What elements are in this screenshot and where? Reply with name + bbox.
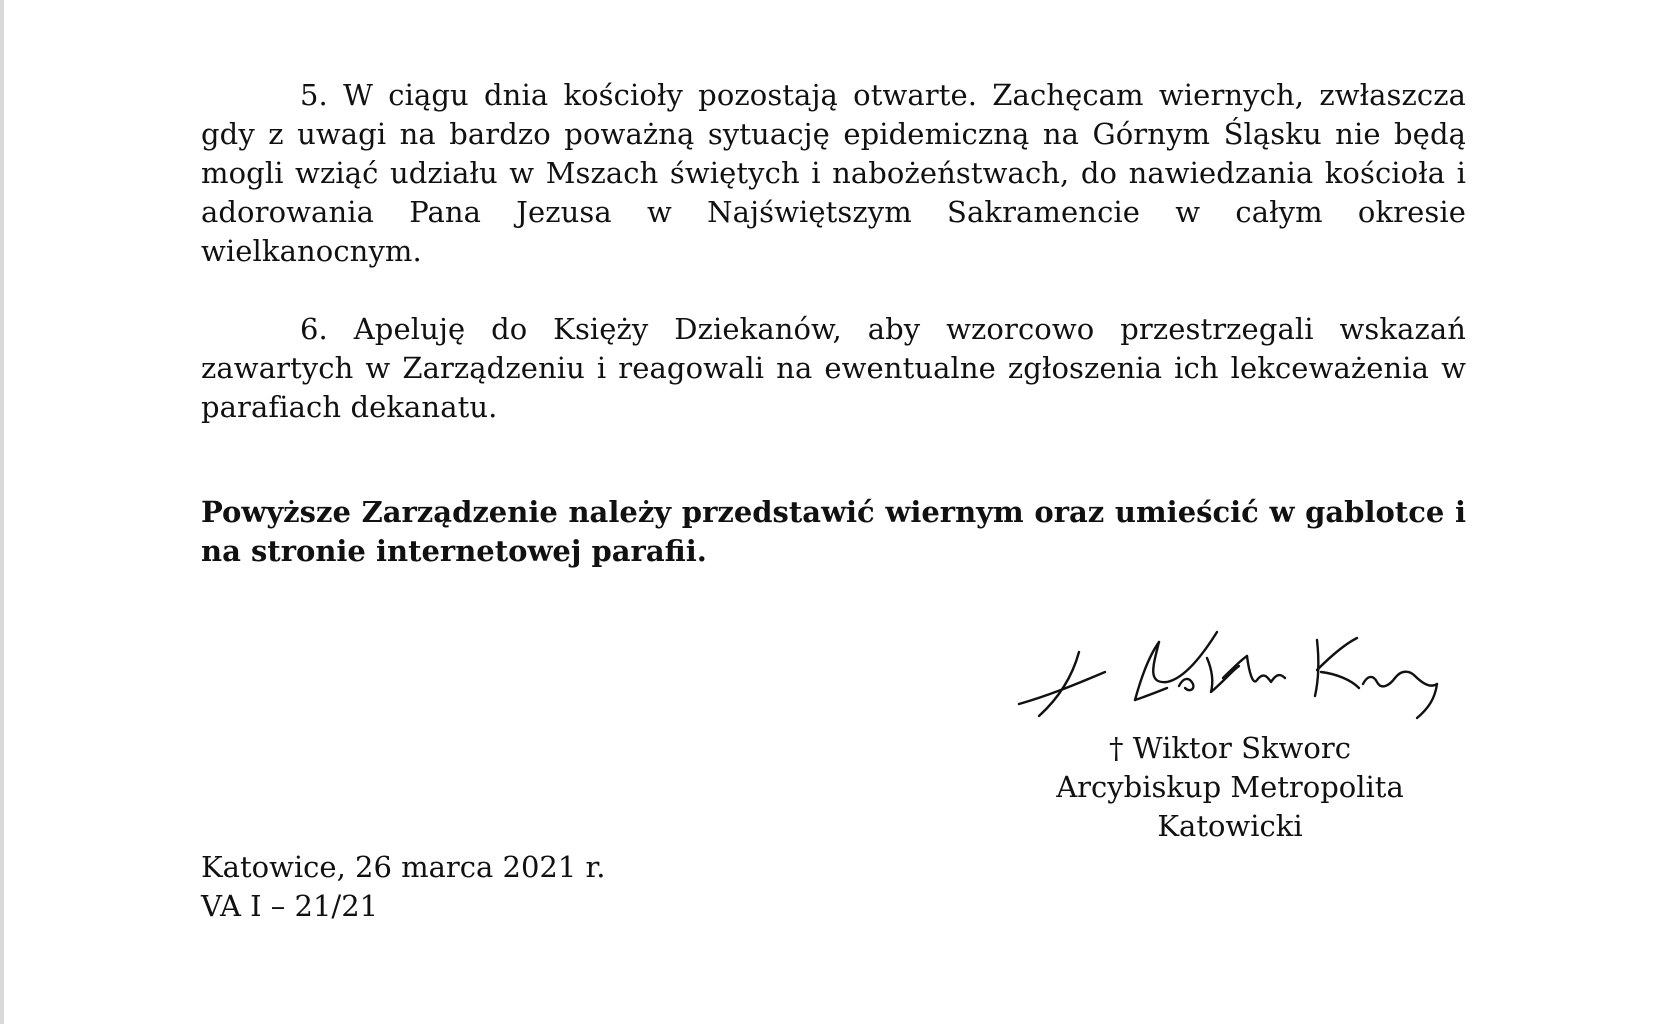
paragraph-6: 6. Apeluję do Księży Dziekanów, aby wzorcowo przestrzegali wskazań zawartych w Zarządzeniu i reagowali na ewentualne zgłoszenia ich lekceważenia w parafiach dekanatu. <box>201 312 1466 424</box>
page-edge <box>0 0 4 1024</box>
publication-notice: Powyższe Zarządzenie należy przedstawić wiernym oraz umieścić w gablotce i na stronie internetowej parafii. <box>201 495 1466 568</box>
signatory-title: Arcybiskup Metropolita <box>1056 770 1404 804</box>
paragraph-5: 5. W ciągu dnia kościoły pozostają otwarte. Zachęcam wiernych, zwłaszcza gdy z uwagi na bardzo poważną sytuację epidemiczną na Górnym Śląsku nie będą mogli wziąć udziału w Mszach świętych i nabożeństwach, do nawiedzania kościoła i adorowania Pana Jezusa w Najświętszym Sakramencie w całym okresie wielkanocnym. <box>201 78 1466 268</box>
signatory-see: Katowicki <box>1157 809 1303 843</box>
handwritten-signature <box>1017 626 1447 736</box>
document-footer <box>201 848 605 926</box>
place-and-date: Katowice, 26 marca 2021 r. <box>201 850 606 884</box>
signatory <box>1000 729 1460 846</box>
document-body <box>201 76 1466 571</box>
reference-number: VA I – 21/21 <box>201 889 379 923</box>
signatory-name: † Wiktor Skworc <box>1109 731 1351 765</box>
